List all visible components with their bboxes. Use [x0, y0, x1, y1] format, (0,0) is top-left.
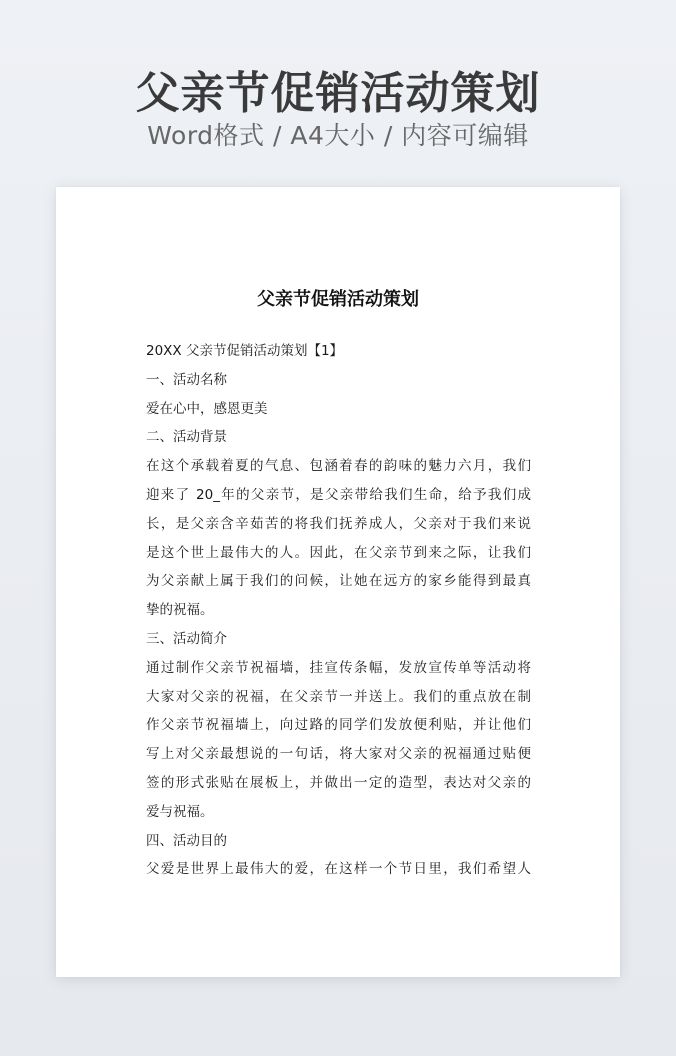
document-body: [146, 337, 531, 884]
document-page: [56, 187, 620, 977]
document-line: 是这个世上最伟大的人。因此，在父亲节到来之际，让我们: [146, 544, 531, 561]
document-line: 作父亲节祝福墙上，向过路的同学们发放便利贴，并让他们: [146, 717, 531, 734]
document-line: 通过制作父亲节祝福墙，挂宣传条幅，发放宣传单等活动将: [146, 659, 531, 676]
document-line: 爱与祝福。: [146, 803, 214, 820]
banner: [0, 0, 676, 180]
document-line: 三、活动简介: [146, 630, 227, 647]
document-line: 父爱是世界上最伟大的爱，在这样一个节日里，我们希望人: [146, 861, 531, 878]
document-line: 为父亲献上属于我们的问候，让她在远方的家乡能得到最真: [146, 573, 531, 590]
document-line: 大家对父亲的祝福，在父亲节一并送上。我们的重点放在制: [146, 688, 531, 705]
document-line: 长，是父亲含辛茹苦的将我们抚养成人，父亲对于我们来说: [146, 515, 531, 532]
document-line: 爱在心中，感恩更美: [146, 400, 268, 417]
banner-title: 父亲节促销活动策划: [135, 68, 541, 119]
document-line: 写上对父亲最想说的一句话，将大家对父亲的祝福通过贴便: [146, 746, 531, 763]
document-line: 迎来了 20_年的父亲节，是父亲带给我们生命，给予我们成: [146, 486, 531, 503]
document-line: 20XX 父亲节促销活动策划【1】: [146, 343, 344, 359]
banner-subtitle: Word格式 / A4大小 / 内容可编辑: [147, 121, 529, 150]
document-line: 在这个承载着夏的气息、包涵着春的韵味的魅力六月，我们: [146, 458, 531, 475]
document-line: 一、活动名称: [146, 371, 227, 388]
document-title: 父亲节促销活动策划: [257, 289, 419, 310]
document-line: 挚的祝福。: [146, 602, 214, 619]
document-line: 四、活动目的: [146, 832, 227, 849]
document-line: 签的形式张贴在展板上，并做出一定的造型，表达对父亲的: [146, 774, 531, 791]
document-line: 二、活动背景: [146, 429, 227, 446]
